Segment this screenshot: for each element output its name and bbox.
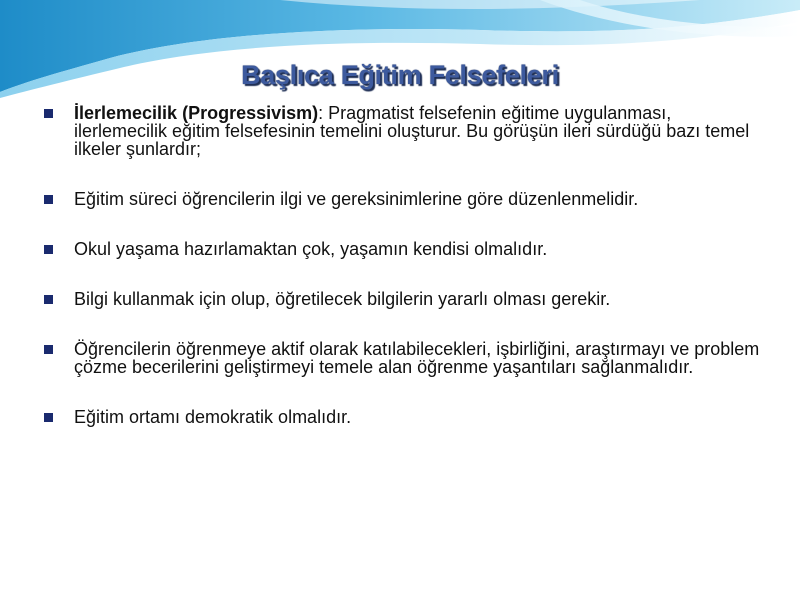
- bullet-lead: İlerlemecilik (Progressivism): [74, 103, 319, 123]
- slide-title: Başlıca Eğitim Felsefeleri: [241, 60, 559, 90]
- square-bullet-icon: [44, 245, 53, 254]
- bullet-text: Öğrencilerin öğrenmeye aktif olarak katılabilecekleri, işbirliğini, araştırmayı ve problem çözme becerilerini geliştirmeyi temele alan öğrenme yaşantıları sağlanmalıdır.: [74, 339, 760, 377]
- header-wave-decoration: [0, 0, 800, 110]
- bullet-list: [44, 104, 764, 458]
- bullet-text: Okul yaşama hazırlamaktan çok, yaşamın kendisi olmalıdır.: [74, 239, 548, 259]
- list-item: [44, 240, 764, 258]
- bullet-text: Bilgi kullanmak için olup, öğretilecek bilgilerin yararlı olması gerekir.: [74, 289, 611, 309]
- bullet-text: Eğitim süreci öğrencilerin ilgi ve gereksinimlerine göre düzenlenmelidir.: [74, 189, 639, 209]
- square-bullet-icon: [44, 109, 53, 118]
- list-item: [44, 290, 764, 308]
- bullet-text: Eğitim ortamı demokratik olmalıdır.: [74, 407, 352, 427]
- square-bullet-icon: [44, 295, 53, 304]
- list-item: [44, 408, 764, 426]
- list-item: [44, 190, 764, 208]
- list-item: [44, 340, 764, 376]
- list-item: [44, 104, 764, 158]
- bullet-text: : Pragmatist felsefenin eğitime uygulanması, ilerlemecilik eğitim felsefesinin temelini oluşturur. Bu görüşün ileri sürdüğü bazı temel ilkeler şunlardır;: [74, 103, 750, 159]
- square-bullet-icon: [44, 195, 53, 204]
- square-bullet-icon: [44, 345, 53, 354]
- square-bullet-icon: [44, 413, 53, 422]
